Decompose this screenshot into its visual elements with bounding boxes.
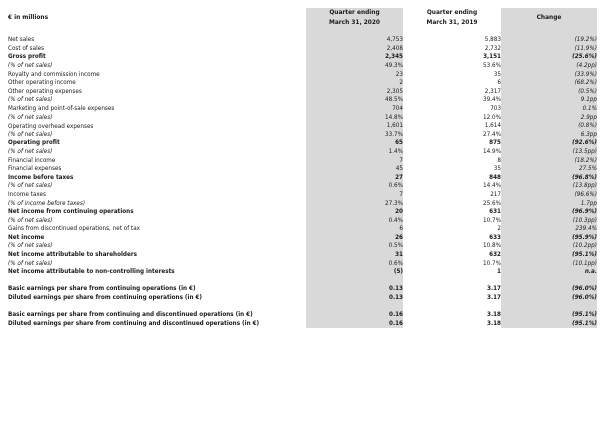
q2020-value: 7 [306,191,403,200]
table-row [8,105,597,114]
change-value: (96.0%) [501,285,597,294]
spacer-cell [501,277,597,286]
q2020-value: 4,753 [306,36,403,45]
table-row [8,53,597,62]
q2020-value: 0.5% [306,242,403,251]
q2020-header-line1: Quarter ending [329,8,380,16]
row-label: (% of net sales) [8,96,53,104]
row-label: Marketing and point-of-sale expenses [8,104,115,112]
q2019-value: 875 [489,139,501,147]
q2020-value: 0.13 [306,294,403,303]
q2020-value: 27.3% [306,199,403,208]
q2020-value: 23 [306,70,403,79]
q2019-column-header [403,8,501,28]
section-spacer [8,277,597,286]
change-value: (96.8%) [501,174,597,183]
q2019-value: 703 [490,104,501,112]
change-value: (10.3pp) [501,217,597,226]
income-statement-body [8,36,597,277]
row-label: Gross profit [8,53,46,61]
spacer-cell [403,303,501,312]
table-row [8,268,597,277]
q2019-value: 10.8% [483,242,501,250]
table-row [8,45,597,54]
q2019-value: 848 [489,173,501,181]
row-label: Operating profit [8,139,60,147]
change-value: (10.2pp) [501,242,597,251]
q2020-value: 0.13 [306,285,403,294]
row-label: Operating overhead expenses [8,123,94,131]
q2019-value: 1,614 [484,122,501,130]
spacer-cell [306,277,403,286]
spacer-cell [8,303,306,312]
table-row [8,165,597,174]
q2020-value: 7 [306,156,403,165]
q2020-value: 0.16 [306,320,403,329]
change-value: (68.2%) [501,79,597,88]
row-label: (% of net sales) [8,62,53,70]
change-value: (96.6%) [501,191,597,200]
row-label: (% of net sales) [8,216,53,224]
table-row [8,260,597,269]
change-value: 0.1% [501,105,597,114]
row-label: Financial expenses [8,165,62,173]
q2019-header-line2: March 31, 2019 [426,17,478,26]
spacer-cell [8,28,306,37]
q2019-value: 5,883 [484,36,501,44]
row-label: Net income from continuing operations [8,208,134,216]
table-row [8,311,597,320]
change-value: (95.1%) [501,251,597,260]
q2019-value: 14.4% [483,182,501,190]
row-label: (% of net sales) [8,113,53,121]
q2019-value: 8 [497,156,501,164]
q2019-header-line1: Quarter ending [426,8,478,16]
table-row [8,225,597,234]
row-label: (% of net sales) [8,182,53,190]
table-row [8,131,597,140]
q2020-value: 0.6% [306,260,403,269]
row-label: Other operating income [8,79,76,87]
spacer-cell [306,28,403,37]
q2020-value: 6 [306,225,403,234]
q2019-value: 53.6% [483,62,501,70]
q2019-value: 10.7% [483,216,501,224]
table-row [8,242,597,251]
change-value: (0.5%) [501,88,597,97]
q2020-value: 1,601 [306,122,403,131]
row-label: Income before taxes [8,173,74,181]
q2020-value: 14.8% [306,113,403,122]
q2019-value: 14.9% [483,147,501,155]
q2019-value: 3.17 [487,294,501,302]
q2020-header-line2: March 31, 2020 [329,17,380,26]
q2019-value: 2 [497,225,501,233]
q2020-value: 1.4% [306,148,403,157]
table-row [8,156,597,165]
section-spacer [8,303,597,312]
table-row [8,70,597,79]
row-label: Basic earnings per share from continuing operations (in €) [8,285,196,293]
q2019-value: 27.4% [483,130,501,138]
row-label: (% of net sales) [8,259,53,267]
row-label: (% of income before taxes) [8,199,86,207]
q2020-value: 2,345 [306,53,403,62]
table-row [8,191,597,200]
row-label: Gains from discontinued operations, net of tax [8,225,141,233]
table-row [8,217,597,226]
change-value: (18.2%) [501,156,597,165]
q2019-value: 35 [493,70,501,78]
row-label: Net sales [8,36,35,44]
table-row [8,148,597,157]
row-label: Income taxes [8,190,46,198]
row-label: Diluted earnings per share from continuing operations (in €) [8,294,202,302]
row-label: Net income attributable to shareholders [8,251,137,259]
q2019-value: 3,151 [483,53,501,61]
change-value: (10.1pp) [501,260,597,269]
spacer-cell [501,28,597,37]
change-value: 1.7pp [501,199,597,208]
q2020-value: 20 [306,208,403,217]
row-label: Basic earnings per share from continuing and discontinued operations (in €) [8,311,253,319]
table-row [8,174,597,183]
change-value: (4.2pp) [501,62,597,71]
row-label: Net income [8,233,45,241]
table-row [8,182,597,191]
q2019-value: 3.18 [487,311,501,319]
change-column-header: Change [501,8,597,28]
table-row [8,208,597,217]
q2019-value: 3.17 [487,285,501,293]
change-value: 239.4% [501,225,597,234]
change-value: (96.9%) [501,208,597,217]
spacer-cell [403,277,501,286]
table-row [8,88,597,97]
q2019-value: 633 [489,233,501,241]
q2020-value: 49.3% [306,62,403,71]
table-row [8,285,597,294]
q2020-value: 0.4% [306,217,403,226]
q2020-value: 2,305 [306,88,403,97]
income-statement-table [8,8,597,328]
change-value: (95.1%) [501,320,597,329]
row-label: Royalty and commission income [8,70,100,78]
change-value: (0.8%) [501,122,597,131]
q2019-value: 35 [493,165,501,173]
q2020-value: 48.5% [306,96,403,105]
q2019-value: 39.4% [483,96,501,104]
q2019-value: 631 [489,208,501,216]
table-row [8,62,597,71]
table-row [8,234,597,243]
q2019-value: 6 [497,79,501,87]
table-row [8,139,597,148]
q2020-value: 27 [306,174,403,183]
change-value: (11.9%) [501,45,597,54]
change-value: (95.1%) [501,311,597,320]
change-value: 6.3pp [501,131,597,140]
change-value: 2.9pp [501,113,597,122]
q2020-value: 31 [306,251,403,260]
q2020-value: 704 [306,105,403,114]
table-row [8,113,597,122]
row-label: (% of net sales) [8,147,53,155]
table-row [8,251,597,260]
table-row [8,36,597,45]
q2020-value: 2 [306,79,403,88]
change-value: (96.0%) [501,294,597,303]
table-row [8,96,597,105]
row-label: (% of net sales) [8,130,53,138]
table-header-row [8,8,597,28]
q2020-column-header [306,8,403,28]
table-row [8,79,597,88]
row-label: (% of net sales) [8,242,53,250]
header-spacer [8,28,597,37]
table-row [8,199,597,208]
change-value: (13.8pp) [501,182,597,191]
q2019-value: 12.0% [483,113,501,121]
row-label: Other operating expenses [8,87,82,95]
table-row [8,320,597,329]
spacer-cell [306,303,403,312]
q2020-value: 0.16 [306,311,403,320]
q2020-value: 2,408 [306,45,403,54]
table-row [8,294,597,303]
currency-unit-header: € in millions [8,8,306,28]
change-value: (33.9%) [501,70,597,79]
change-value: n.a. [501,268,597,277]
q2019-value: 217 [490,190,501,198]
eps-continuing-body [8,277,597,303]
q2020-value: 0.6% [306,182,403,191]
q2020-value: 33.7% [306,131,403,140]
row-label: Net income attributable to non-controlling interests [8,268,175,276]
row-label: Diluted earnings per share from continuing and discontinued operations (in €) [8,319,260,327]
q2020-value: 45 [306,165,403,174]
table-row [8,122,597,131]
q2019-value: 2,317 [484,87,501,95]
q2019-value: 25.6% [483,199,501,207]
q2019-value: 632 [489,251,501,259]
change-value: (95.9%) [501,234,597,243]
change-value: (19.2%) [501,36,597,45]
q2020-value: 65 [306,139,403,148]
change-value: 27.5% [501,165,597,174]
spacer-cell [8,277,306,286]
change-value: (25.6%) [501,53,597,62]
row-label: Cost of sales [8,44,45,52]
spacer-cell [403,28,501,37]
change-value: (92.6%) [501,139,597,148]
q2020-value: (5) [306,268,403,277]
spacer-cell [501,303,597,312]
q2019-value: 3.18 [487,319,501,327]
change-value: (13.5pp) [501,148,597,157]
q2019-value: 10.7% [483,259,501,267]
row-label: Financial income [8,156,56,164]
q2020-value: 26 [306,234,403,243]
q2019-value: 2,732 [484,44,501,52]
change-value: 9.1pp [501,96,597,105]
q2019-value: 1 [497,268,501,276]
eps-total-body [8,303,597,329]
